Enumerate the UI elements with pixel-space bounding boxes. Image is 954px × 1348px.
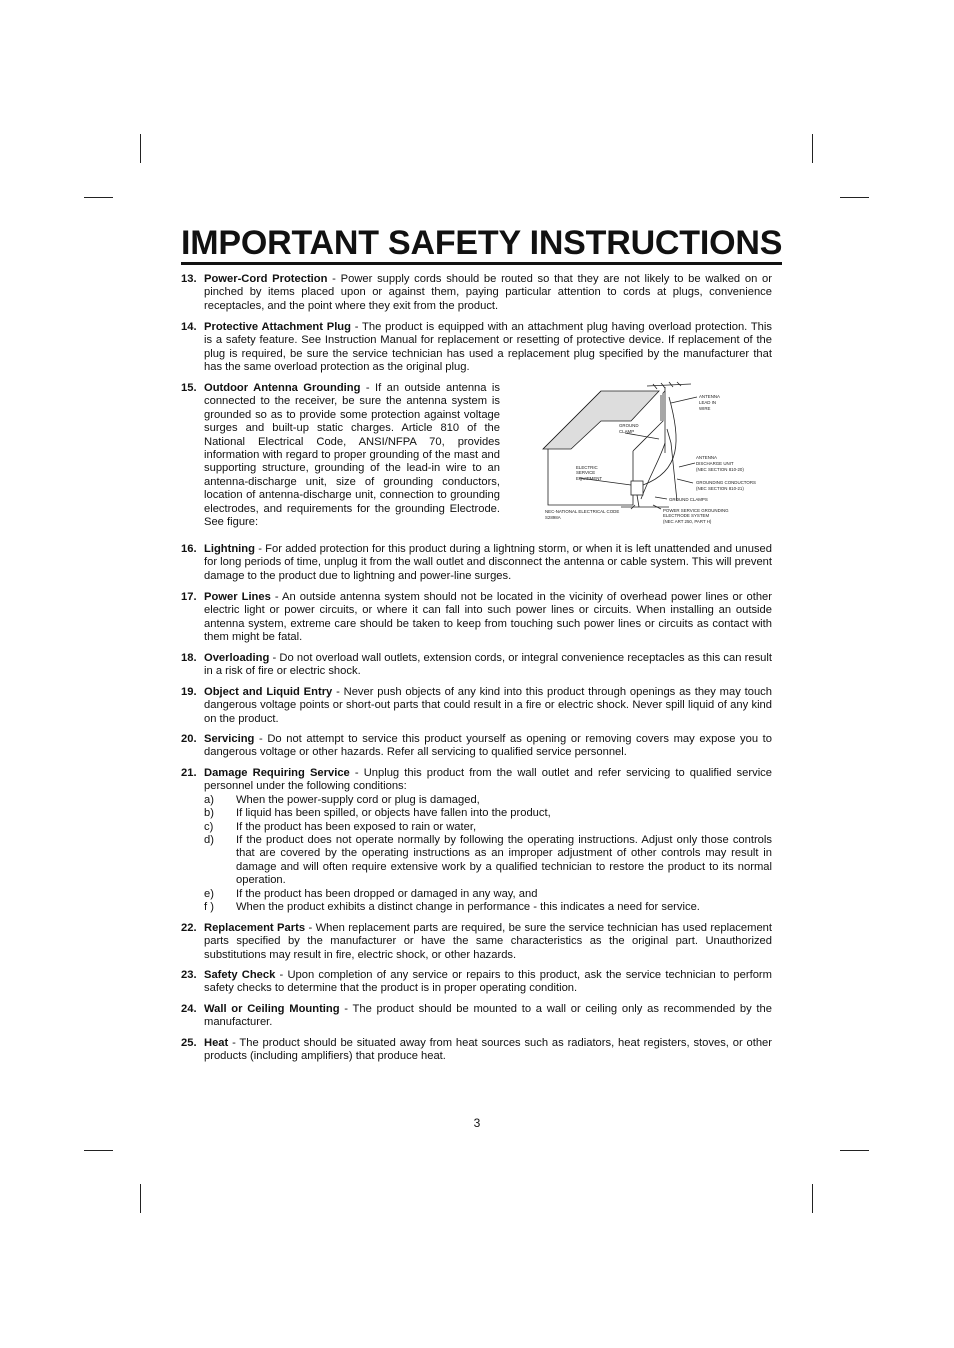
crop-mark bbox=[840, 197, 869, 198]
crop-mark bbox=[140, 134, 141, 163]
label-electric-service: ELECTRIC SERVICE EQUIPMENT bbox=[576, 465, 603, 481]
condition-f: f ) When the product exhibits a distinct change in performance - this indicates a need for service. bbox=[204, 901, 700, 914]
item-text: - Do not attempt to service this product yourself as opening or removing covers may expose you to dangerous voltage or other hazards. Refer all servicing to qualified service personnel. bbox=[204, 733, 772, 759]
item-heading: Overloading bbox=[204, 652, 270, 664]
item-heading: Damage Requiring Service bbox=[204, 767, 350, 779]
item-number: 15. bbox=[181, 382, 197, 394]
item-text: - Do not overload wall outlets, extension cords, or integral convenience receptacles as this can result in a risk of fire or electric shock. bbox=[204, 652, 772, 678]
condition-c: c) If the product has been exposed to rain or water, bbox=[204, 820, 477, 833]
item-text: - Upon completion of any service or repairs to this product, ask the service technician to perform safety checks to determine that the product is in proper operating condition. bbox=[204, 969, 772, 995]
item-text: - When replacement parts are required, be sure the service technician has used replacement parts specified by the manufacturer or have the same characteristics as the original part. Unauthorized substitutions may result in fire, electric shock, or other hazards. bbox=[204, 922, 772, 961]
item-number: 20. bbox=[181, 733, 197, 745]
instruction-19 bbox=[181, 686, 772, 726]
label-power-service: POWER SERVICE GROUNDING ELECTRODE SYSTEM (NEC ART 250, PART H) bbox=[663, 508, 729, 524]
label-antenna-lead: ANTENNA LEAD IN WIRE bbox=[699, 394, 720, 411]
instruction-22 bbox=[181, 922, 772, 962]
item-number: 14. bbox=[181, 321, 197, 333]
instruction-25 bbox=[181, 1037, 772, 1064]
instruction-16 bbox=[181, 543, 772, 583]
item-text: - For added protection for this product during a lightning storm, or when it is left unattended and unused for long periods of time, unplug it from the wall outlet and disconnect the antenna or cable system. This will prevent damage to the product due to lightning and power-line surges. bbox=[204, 543, 772, 582]
item-heading: Power Lines bbox=[204, 591, 271, 603]
crop-mark bbox=[84, 197, 113, 198]
label-discharge-unit: ANTENNA DISCHARGE UNIT (NEC SECTION 810-20) bbox=[696, 455, 744, 472]
item-number: 18. bbox=[181, 652, 197, 664]
item-heading: Lightning bbox=[204, 543, 255, 555]
item-text: - The product is equipped with an attachment plug having overload protection. This is a safety feature. See Instruction Manual for replacement or resetting of protective device. If replacement of the plug is required, be sure the service technician has used a replacement plug specified by the manufacturer that has the same overload protection as the original plug. bbox=[204, 321, 772, 374]
item-number: 24. bbox=[181, 1003, 197, 1015]
instruction-14 bbox=[181, 321, 772, 375]
item-heading: Object and Liquid Entry bbox=[204, 686, 333, 698]
item-heading: Wall or Ceiling Mounting bbox=[204, 1003, 340, 1015]
label-grounding-conductors: GROUNDING CONDUCTORS (NEC SECTION 810-21) bbox=[696, 480, 756, 491]
instruction-21 bbox=[181, 767, 772, 914]
crop-mark bbox=[84, 1150, 113, 1151]
item-heading: Protective Attachment Plug bbox=[204, 321, 351, 333]
item-number: 25. bbox=[181, 1037, 197, 1049]
antenna-grounding-diagram bbox=[541, 381, 773, 527]
instruction-24 bbox=[181, 1003, 772, 1030]
crop-mark bbox=[812, 1184, 813, 1213]
condition-d: d) If the product does not operate normally by following the operating instructions. Adjust only those controls that are covered by the operating instructions as an improper adjustment of other controls may result in damage and will often require extensive work by a qualified technician to restore the product to its normal operation. bbox=[204, 834, 772, 887]
item-text: - Unplug this product from the wall outlet and refer servicing to qualified service personnel under the following conditions: bbox=[204, 767, 772, 793]
label-ground-clamps: GROUND CLAMPS bbox=[669, 497, 708, 502]
item-heading: Servicing bbox=[204, 733, 255, 745]
condition-e: e) If the product has been dropped or damaged in any way, and bbox=[204, 887, 538, 900]
item-text: - If an outside antenna is connected to the receiver, be sure the antenna system is grounded so as to provide some protection against voltage surges and built-up static charges. Article 810 of the National Electrical Code, ANSI/NFPA 70, provides information with regard to proper grounding of the mast and supporting structure, grounding of the lead-in wire to an antenna-discharge unit, size of grounding conductors, location of antenna-discharge unit, connection to grounding electrodes, and requirements for the grounding Electrode. See figure: bbox=[204, 382, 500, 529]
instruction-20 bbox=[181, 733, 772, 760]
item-text: - The product should be mounted to a wall or ceiling only as recommended by the manufacturer. bbox=[204, 1003, 772, 1029]
item-heading: Safety Check bbox=[204, 969, 276, 981]
page-title: IMPORTANT SAFETY INSTRUCTIONS bbox=[181, 226, 782, 265]
instruction-17 bbox=[181, 591, 772, 645]
item-heading: Power-Cord Protection bbox=[204, 273, 328, 285]
item-number: 22. bbox=[181, 922, 197, 934]
item-heading: Outdoor Antenna Grounding bbox=[204, 382, 361, 394]
item-number: 19. bbox=[181, 686, 197, 698]
label-nec-code: NEC-NATIONAL ELECTRICAL CODE S2898A bbox=[545, 509, 620, 520]
instruction-13 bbox=[181, 273, 772, 313]
instruction-18 bbox=[181, 652, 772, 679]
item-text: - An outside antenna system should not be located in the vicinity of overhead power lines or other electric light or power circuits, or where it can fall into such power lines or circuits. When installing an outside antenna system, extreme care should be taken to keep from touching such power lines or circuits as contact with them might be fatal. bbox=[204, 591, 773, 644]
crop-mark bbox=[140, 1184, 141, 1213]
page-number: 3 bbox=[473, 1116, 481, 1130]
item-number: 13. bbox=[181, 273, 197, 285]
item-number: 23. bbox=[181, 969, 197, 981]
item-heading: Replacement Parts bbox=[204, 922, 306, 934]
crop-mark bbox=[840, 1150, 869, 1151]
item-number: 16. bbox=[181, 543, 197, 555]
crop-mark bbox=[812, 134, 813, 163]
item-text: - Power supply cords should be routed so that they are not likely to be walked on or pinched by items placed upon or against them, paying particular attention to cords at plugs, convenience receptacles, and the point where they exit from the product. bbox=[204, 273, 772, 312]
item-number: 21. bbox=[181, 767, 197, 779]
instruction-23 bbox=[181, 969, 772, 996]
condition-a: a) When the power-supply cord or plug is damaged, bbox=[204, 793, 480, 806]
label-ground-clamp: GROUND CLAMP bbox=[619, 423, 639, 434]
item-heading: Heat bbox=[204, 1037, 229, 1049]
item-number: 17. bbox=[181, 591, 197, 603]
item-text: - Never push objects of any kind into this product through openings as they may touch dangerous voltage points or short-out parts that could result in a fire or electric shock. Never spill liquid of any kind on the product. bbox=[204, 686, 772, 725]
item-text: - The product should be situated away from heat sources such as radiators, heat registers, stoves, or other products (including amplifiers) that produce heat. bbox=[204, 1037, 772, 1063]
condition-b: b) If liquid has been spilled, or objects have fallen into the product, bbox=[204, 807, 551, 820]
